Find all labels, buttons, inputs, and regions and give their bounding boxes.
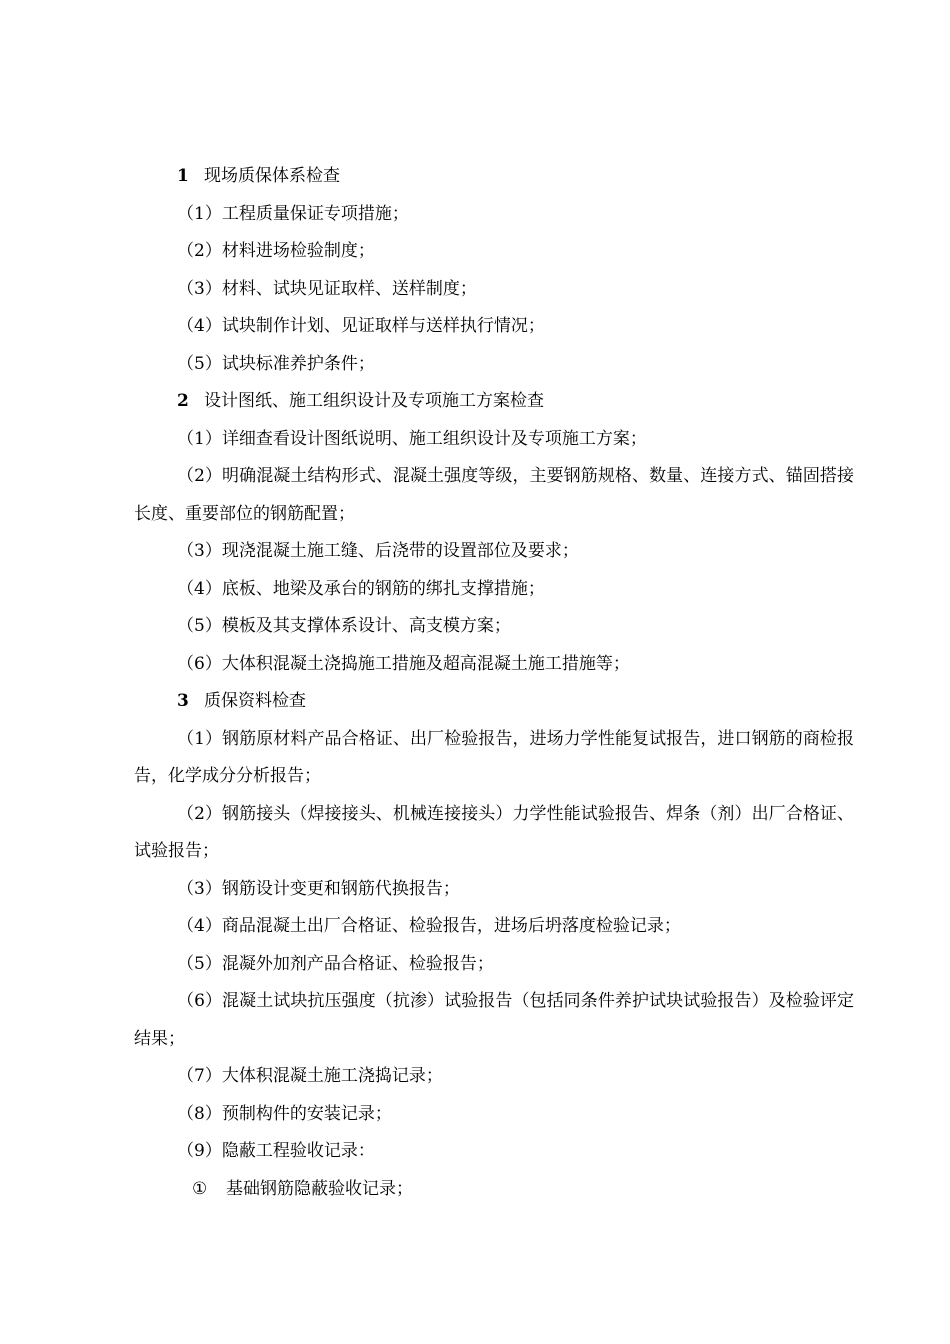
list-item: （7）大体积混凝土施工浇捣记录； bbox=[177, 1066, 443, 1086]
section-number: 3 bbox=[177, 691, 189, 711]
section-number: 1 bbox=[177, 166, 189, 186]
list-item: （5）试块标准养护条件； bbox=[177, 353, 375, 374]
list-item: （3）现浇混凝土施工缝、后浇带的设置部位及要求； bbox=[177, 541, 579, 561]
section-heading-3 bbox=[134, 683, 854, 721]
list-item: （2）明确混凝土结构形式、混凝土强度等级，主要钢筋规格、数量、连接方式、锚固搭接长度、重要部位的钢筋配置； bbox=[134, 466, 854, 524]
list-item: （4）底板、地梁及承台的钢筋的绑扎支撑措施； bbox=[177, 578, 545, 599]
list-item: （8）预制构件的安装记录； bbox=[177, 1103, 392, 1124]
section-heading-1 bbox=[134, 158, 854, 196]
list-item: （4）商品混凝土出厂合格证、检验报告，进场后坍落度检验记录； bbox=[177, 916, 681, 936]
list-item: （6）混凝土试块抗压强度（抗渗）试验报告（包括同条件养护试块试验报告）及检验评定结果； bbox=[134, 991, 854, 1049]
section-number: 2 bbox=[177, 391, 189, 411]
list-item: （3）材料、试块见证取样、送样制度； bbox=[177, 278, 477, 299]
list-item: （4）试块制作计划、见证取样与送样执行情况； bbox=[177, 316, 545, 336]
section-title: 现场质保体系检查 bbox=[204, 166, 340, 186]
circled-number: ① bbox=[192, 1178, 208, 1199]
list-item: （1）工程质量保证专项措施； bbox=[177, 203, 409, 224]
sub-list-item bbox=[134, 1171, 854, 1209]
list-item: （1）钢筋原材料产品合格证、出厂检验报告，进场力学性能复试报告，进口钢筋的商检报告，化学成分分析报告； bbox=[134, 728, 854, 786]
list-item: （1）详细查看设计图纸说明、施工组织设计及专项施工方案； bbox=[177, 428, 647, 449]
list-item: （5）模板及其支撑体系设计、高支模方案； bbox=[177, 616, 511, 636]
section-heading-2 bbox=[134, 383, 854, 421]
section-title: 质保资料检查 bbox=[204, 691, 306, 711]
list-item: （5）混凝外加剂产品合格证、检验报告； bbox=[177, 953, 494, 974]
list-item: （9）隐蔽工程验收记录： bbox=[177, 1141, 375, 1161]
list-item: （2）材料进场检验制度； bbox=[177, 241, 375, 261]
list-item: （3）钢筋设计变更和钢筋代换报告； bbox=[177, 878, 460, 899]
list-item: （6）大体积混凝土浇捣施工措施及超高混凝土施工措施等； bbox=[177, 653, 630, 674]
sub-list-item-text: 基础钢筋隐蔽验收记录； bbox=[226, 1178, 413, 1199]
document-body bbox=[134, 158, 854, 1208]
list-item: （2）钢筋接头（焊接接头、机械连接接头）力学性能试验报告、焊条（剂）出厂合格证、试验报告； bbox=[134, 803, 854, 861]
section-title: 设计图纸、施工组织设计及专项施工方案检查 bbox=[204, 391, 544, 411]
